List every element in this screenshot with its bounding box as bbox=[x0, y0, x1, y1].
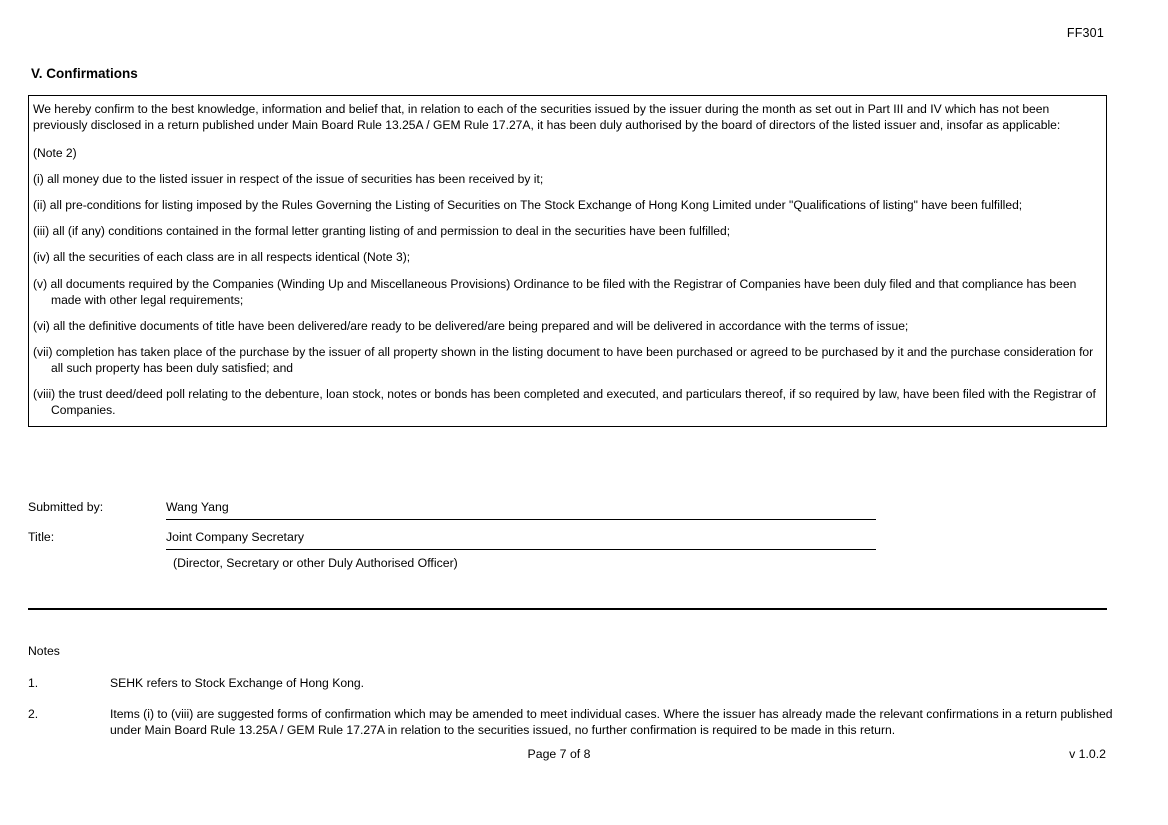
submitted-by-row bbox=[28, 498, 1107, 528]
submitted-by-value[interactable]: Wang Yang bbox=[166, 500, 229, 514]
note-text: SEHK refers to Stock Exchange of Hong Kong. bbox=[110, 676, 365, 691]
confirmation-item: (iv) all the securities of each class are in all respects identical (Note 3); bbox=[33, 250, 411, 265]
confirmation-item: (viii) the trust deed/deed poll relating to the debenture, loan stock, notes or bonds has been completed and executed, and particulars thereof, if so required by law, have been filed with the Registrar of Companies. bbox=[33, 386, 1096, 418]
confirmations-note-ref: (Note 2) bbox=[33, 146, 77, 161]
confirmation-item: (iii) all (if any) conditions contained in the formal letter granting listing of and permission to deal in the securities have been fulfilled; bbox=[33, 224, 731, 239]
title-value[interactable]: Joint Company Secretary bbox=[166, 530, 305, 544]
note-text: Items (i) to (viii) are suggested forms of confirmation which may be amended to meet individual cases. Where the issuer has already made the relevant confirmations in a return published under Main Board Rule 13.25A / GEM Rule 17.27A in relation to the securities issued, no further confirmation is required to be made in this return. bbox=[110, 706, 1113, 738]
page-number: Page 7 of 8 bbox=[527, 747, 591, 761]
note-number: 2. bbox=[28, 706, 39, 721]
notes-section bbox=[28, 643, 1113, 753]
confirmation-item: (v) all documents required by the Companies (Winding Up and Miscellaneous Provisions) Ordinance to be filed with the Registrar of Companies have been duly filed and that compliance has been made with other legal requirements; bbox=[33, 276, 1077, 307]
section-title: V. Confirmations bbox=[31, 66, 138, 81]
confirmation-item: (ii) all pre-conditions for listing imposed by the Rules Governing the Listing of Securities on The Stock Exchange of Hong Kong Limited under "Qualifications of listing" have been fulfilled; bbox=[33, 198, 1023, 213]
confirmations-intro: We hereby confirm to the best knowledge, information and belief that, in relation to each of the securities issued by the issuer during the month as set out in Part III and IV which has not been previously disclosed in a return published under Main Board Rule 13.25A / GEM Rule 17.27A, it has been duly authorised by the board of directors of the listed issuer and, insofar as applicable: bbox=[33, 102, 1061, 133]
title-label: Title: bbox=[28, 530, 55, 544]
note-item bbox=[28, 706, 1113, 739]
title-row bbox=[28, 528, 1107, 558]
capacity-note: (Director, Secretary or other Duly Authorised Officer) bbox=[173, 556, 458, 570]
notes-heading: Notes bbox=[28, 644, 60, 658]
submitted-by-underline bbox=[166, 519, 876, 520]
section-divider bbox=[28, 608, 1107, 610]
confirmation-item: (i) all money due to the listed issuer in respect of the issue of securities has been received by it; bbox=[33, 172, 544, 187]
confirmation-item: (vi) all the definitive documents of title have been delivered/are ready to be delivered/are being prepared and will be delivered in accordance with the terms of issue; bbox=[33, 318, 909, 333]
signature-block bbox=[28, 498, 1107, 570]
note-number: 1. bbox=[28, 676, 39, 691]
note-item bbox=[28, 675, 1113, 691]
document-version: v 1.0.2 bbox=[1069, 747, 1106, 761]
form-code: FF301 bbox=[1066, 26, 1104, 40]
title-underline bbox=[166, 549, 876, 550]
confirmation-item: (vii) completion has taken place of the purchase by the issuer of all property shown in the listing document to have been purchased or agreed to be purchased by it and the purchase consideration for all such property has been duly satisfied; and bbox=[33, 344, 1094, 375]
submitted-by-label: Submitted by: bbox=[28, 500, 104, 514]
confirmations-box bbox=[28, 95, 1107, 427]
